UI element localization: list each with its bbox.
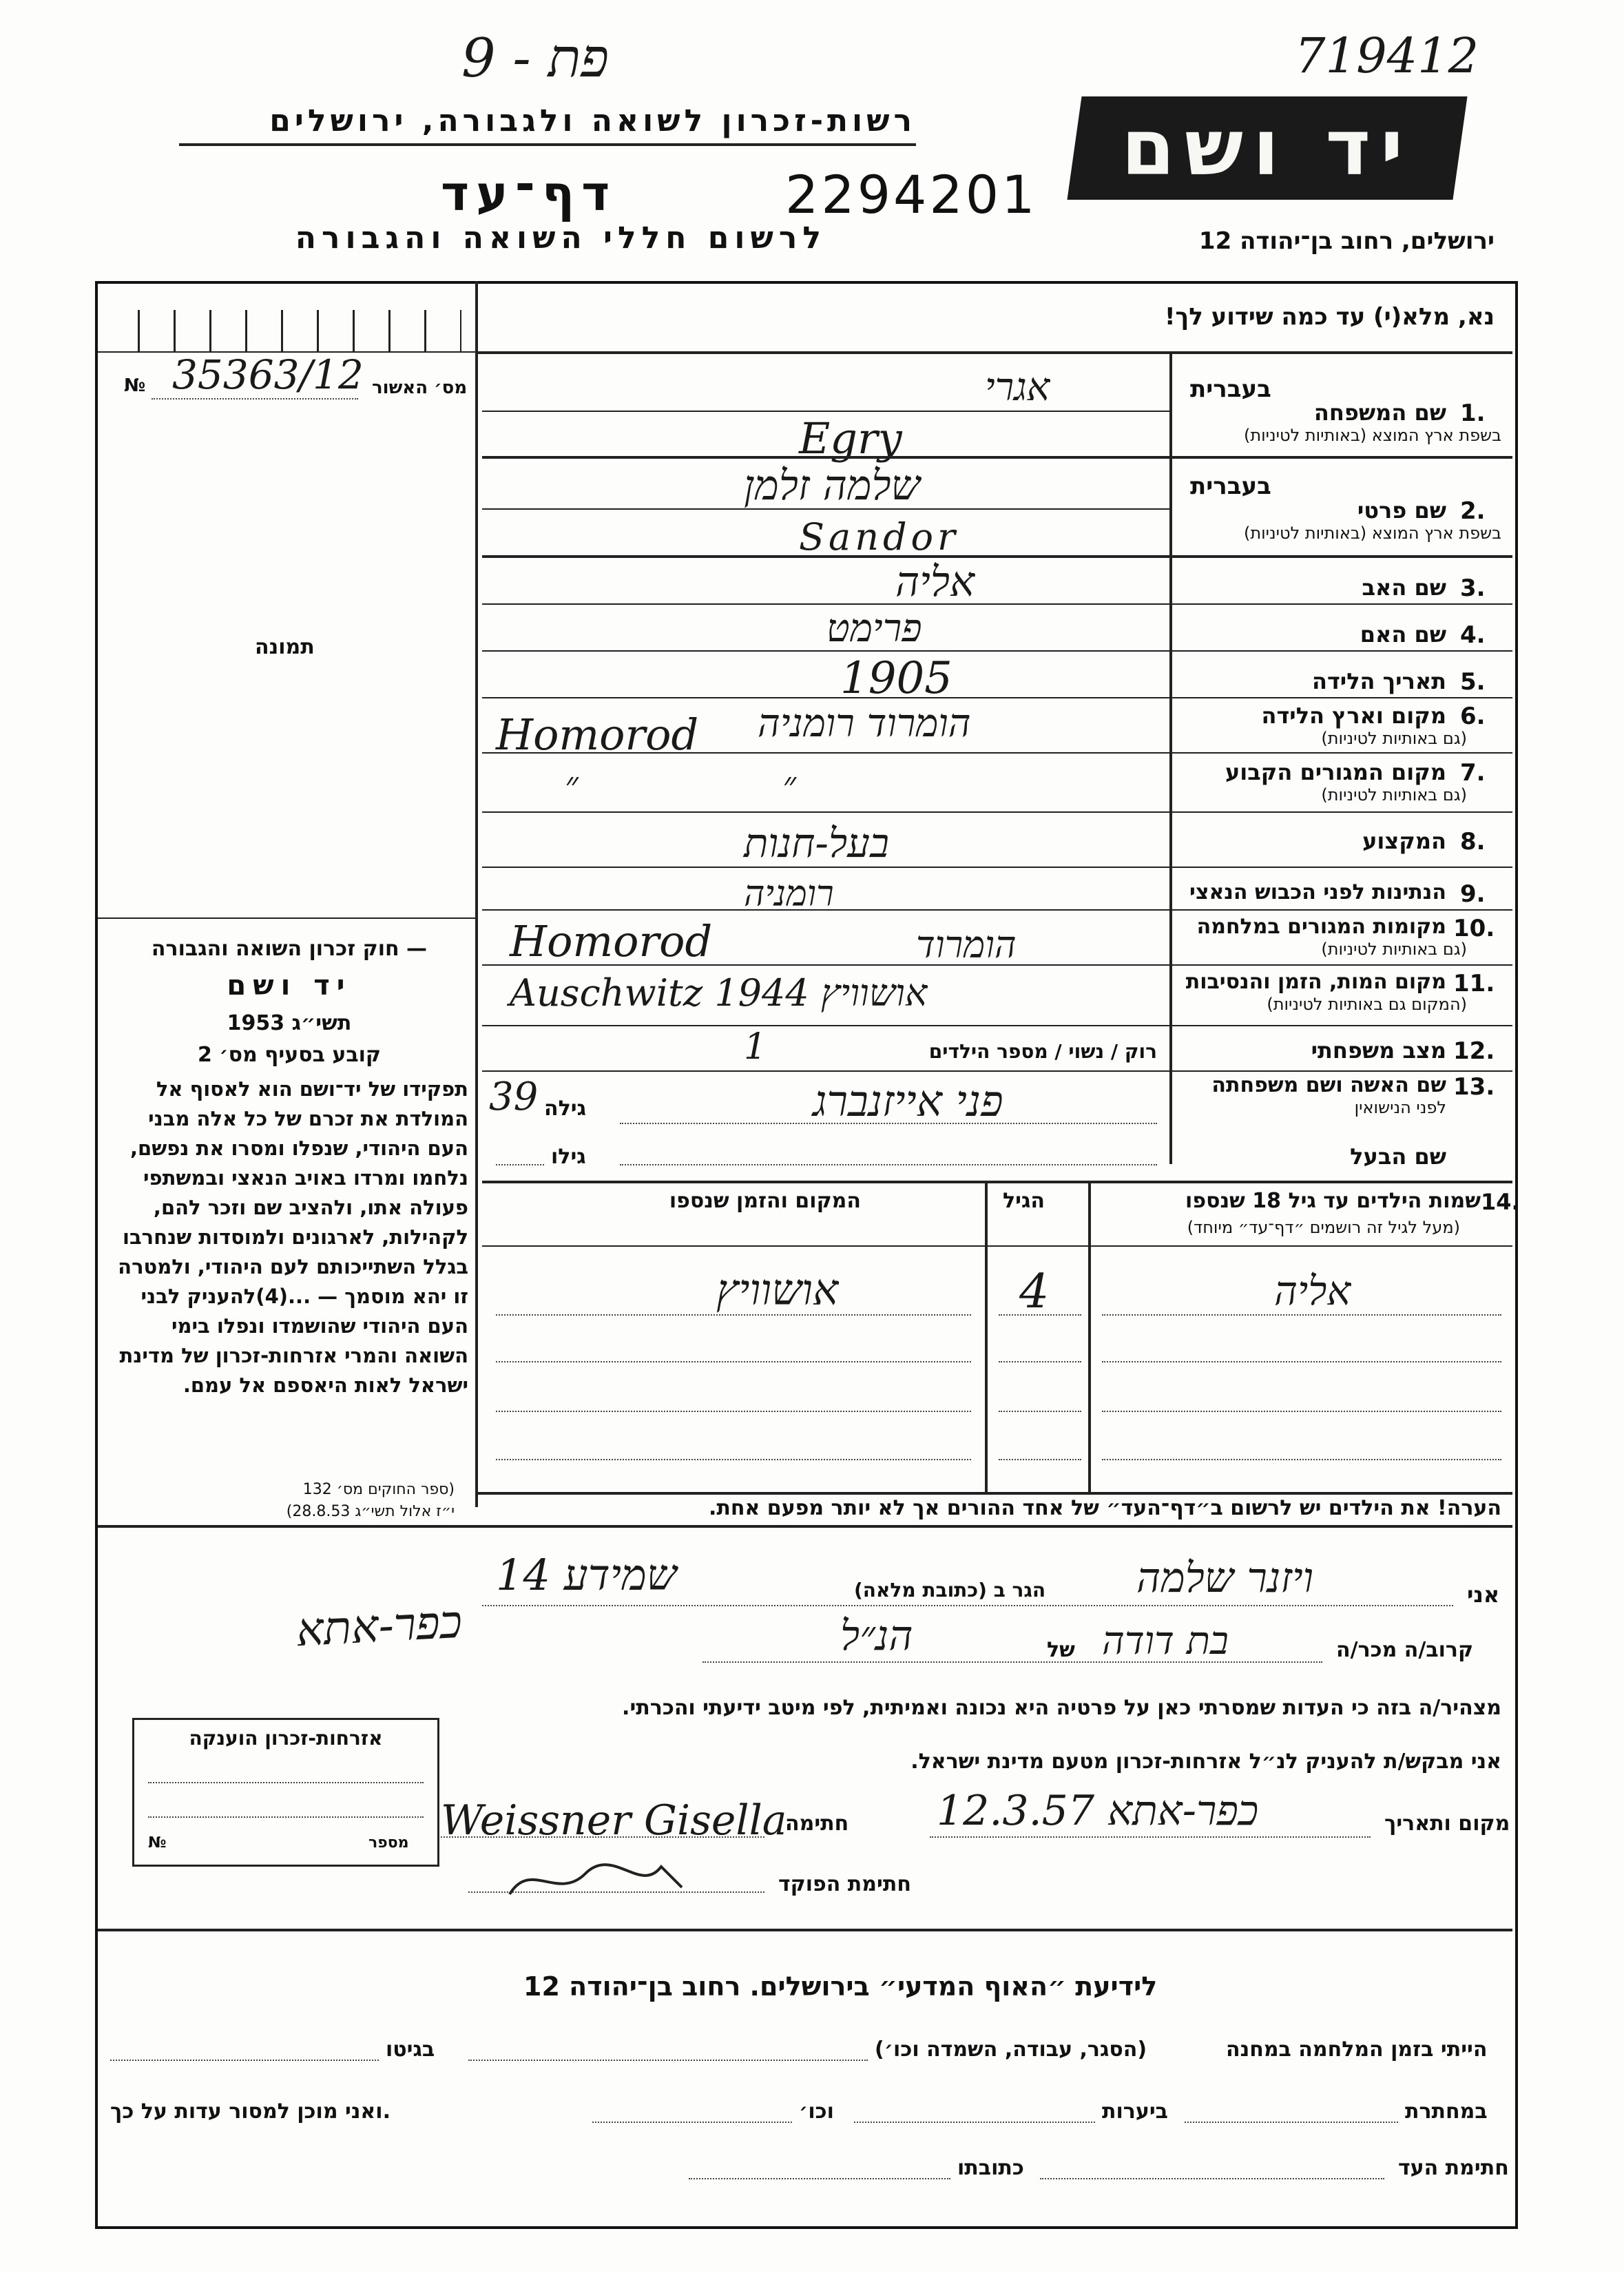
declaration-address[interactable]: שמידע 14 [496, 1550, 677, 1600]
field-2-number: 2. [1460, 497, 1486, 525]
field-8-label: המקצוע [1362, 828, 1446, 854]
field-3-value[interactable]: אליה [895, 558, 975, 606]
field-5-value[interactable]: 1905 [840, 653, 952, 704]
footer-title: לידיעת ״האוף המדעי״ בירושלים. רחוב בן־יהודה 12 [523, 1971, 1158, 2002]
field-9-label: הנתינות לפני הכבוש הנאצי [1189, 880, 1446, 904]
note: הערה! את הילדים יש לרשום ב״דף־העד״ של אחד ההורים אך לא יותר מפעם אחת. [709, 1496, 1501, 1520]
place-date-label: מקום ותאריך [1384, 1812, 1510, 1836]
footer-line2-d: ואני מוכן למסור עדות על כך. [110, 2099, 391, 2124]
citizenship-title: אזרחות-זכרון הוענקה [189, 1727, 383, 1750]
handwritten-id: 719412 [1295, 28, 1479, 84]
children-sub: (מעל לגיל זה רושמים ״דף־עד״ מיוחד) [1187, 1218, 1460, 1237]
footer-line1-b: (הסגר, עבודה, השמדה וכו׳) [875, 2037, 1147, 2062]
declaration-i-label: אני [1467, 1582, 1500, 1608]
field-9-number: 9. [1460, 880, 1486, 908]
wife-age-label: גילה [544, 1097, 586, 1121]
field-10-sub: (גם באותיות לטיניות) [1321, 940, 1467, 959]
relation-label: קרוב/ה מכר/ה [1336, 1638, 1474, 1662]
law-source-2: י״ז אלול תשי״ג 28.8.53) [286, 1503, 455, 1520]
footer-line1-a: הייתי בזמן המלחמה במחנה [1226, 2037, 1488, 2062]
footer-line2-b: ביערות [1102, 2099, 1168, 2124]
yad-vashem-logo [1067, 96, 1467, 200]
field-10-number: 10. [1453, 915, 1495, 942]
field-8-number: 8. [1460, 828, 1486, 855]
field-6-value-latin[interactable]: Homorod [496, 709, 699, 760]
children-col-place: המקום והזמן שנספו [669, 1189, 861, 1213]
form-subtitle: לרשום חללי השואה והגבורה [295, 220, 826, 256]
field-1-value-latin[interactable]: Egry [799, 413, 902, 464]
field-11-value[interactable]: Auschwitz 1944 אושוויץ [510, 971, 928, 1015]
field-6-value-hebrew[interactable]: הומרוד רומניה [758, 701, 971, 746]
signature-value[interactable]: Weissner Gisella [441, 1796, 787, 1845]
wife-age-value[interactable]: 39 [489, 1075, 539, 1119]
field-2-sub: בשפת ארץ המוצא (באותיות לטיניות) [1244, 523, 1501, 543]
field-1-value-hebrew[interactable]: אגרי [985, 365, 1050, 410]
footer-line2-a: במחתרת [1405, 2099, 1488, 2124]
law-body: תפקידו של יד־ושם הוא לאסוף אל המולדת את זכרם של כל אלה מבני העם היהודי, שנפלו ומסרו את נפשם, נלחמו ומרדו באויב הנאצי ובמשתפי פעולה אתו, ולהציב שם וזכר להם, לקהילות, לארגונים ולמוסדות שנחרבו בגלל השתייכותם לעם היהודי, ולמטרה זו יהא מוסמך — ...(4)להעניק לבני העם היהודי שהושמדו ונפלו בימי השואה והמרי אזרחות-זכרון של מדינת ישראל לאות היאספם אל עמם. [118, 1077, 468, 1397]
field-10-value-latin[interactable]: Homorod [510, 916, 713, 966]
organization-line: רשות-זכרון לשואה ולגבורה, ירושלים [269, 103, 916, 138]
footer-line3-a: חתימת העד [1398, 2156, 1509, 2180]
field-13-sub: לפני הנישואין [1354, 1098, 1446, 1117]
field-7-number: 7. [1460, 759, 1486, 787]
field-13-value[interactable]: פני אייזנברג [813, 1076, 1003, 1126]
field-1-number: 1. [1460, 400, 1486, 427]
field-13-number: 13. [1453, 1073, 1495, 1101]
field-4-number: 4. [1460, 621, 1486, 649]
field-13-label: שם האשה ושם משפחתה [1211, 1073, 1446, 1097]
registration-number[interactable]: 35363/12 [172, 351, 364, 398]
officer-signature [503, 1853, 709, 1908]
field-2-value-hebrew[interactable]: שלמה זלמן [744, 462, 920, 510]
of-label: של [1047, 1638, 1075, 1662]
law-clause: קובע בסעיף מס׳ 2 [197, 1043, 382, 1067]
field-1-lang: בעברית [1190, 375, 1271, 403]
declaration-address-line2[interactable]: כפר-אתא [295, 1595, 464, 1657]
footer-line2-c: וכו׳ [799, 2099, 834, 2124]
serial-number: 2294201 [785, 164, 1038, 225]
law-title: חוק זכרון השואה והגבורה — [151, 937, 428, 961]
husband-label: שם הבעל [1350, 1143, 1446, 1170]
declaration-request: אני מבקש/ת להעניק לנ״ל אזרחות-זכרון מטעם מדינת ישראל. [910, 1750, 1501, 1774]
field-11-number: 11. [1453, 970, 1495, 997]
law-source-1: (ספר החוקים מס׳ 132 [302, 1481, 455, 1498]
field-11-label: מקום המות, הזמן והנסיבות [1185, 970, 1446, 994]
field-10-value-hebrew[interactable]: הומרוד [916, 923, 1017, 966]
field-1-label: שם המשפחה [1313, 400, 1446, 426]
field-7-sub: (גם באותיות לטיניות) [1321, 785, 1467, 805]
photo-label: תמונה [255, 635, 315, 659]
field-5-number: 5. [1460, 668, 1486, 696]
field-4-value[interactable]: פרימט [826, 606, 922, 651]
of-value[interactable]: הנ״ל [840, 1612, 913, 1660]
registration-no-sign: № [124, 375, 146, 396]
field-6-number: 6. [1460, 703, 1486, 730]
child-place[interactable]: אושוויץ [716, 1265, 839, 1315]
field-5-label: תאריך הלידה [1311, 668, 1446, 694]
field-12-number: 12. [1453, 1037, 1495, 1065]
field-9-value[interactable]: רומניה [744, 873, 834, 915]
field-11-sub: (המקום גם באותיות לטיניות) [1267, 995, 1467, 1014]
children-title: שמות הילדים עד גיל 18 שנספו [1185, 1189, 1481, 1213]
field-6-label: מקום וארץ הלידה [1261, 703, 1446, 729]
field-7-value[interactable]: ״ ״ [565, 765, 893, 806]
law-logo: יד ושם [227, 970, 352, 1002]
field-12-value[interactable]: 1 [744, 1026, 767, 1068]
field-4-label: שם האם [1360, 621, 1446, 647]
citizenship-box [132, 1718, 439, 1867]
logo-text: יד ושם [1121, 103, 1413, 193]
relation-value[interactable]: בת דודה [1102, 1619, 1229, 1663]
footer-line1-c: בגיטו [386, 2037, 435, 2062]
field-12-label: מצב משפחתי [1311, 1037, 1446, 1064]
citizenship-number-label: מספר [368, 1834, 409, 1852]
husband-age-label: גילו [551, 1145, 586, 1169]
field-3-label: שם האב [1362, 574, 1446, 601]
handwritten-reference: פת - 9 [461, 28, 610, 90]
intro-text: נא, מלא(י) עד כמה שידוע לך! [1165, 303, 1495, 331]
field-2-label: שם פרטי [1357, 497, 1446, 523]
field-10-label: מקומות המגורים במלחמה [1196, 915, 1446, 939]
declaration-statement: מצהיר/ה בזה כי העדות שמסרתי כאן על פרטיה היא נכונה ואמיתית, לפי מיטב ידיעתי והכרתי. [622, 1696, 1501, 1720]
field-6-sub: (גם באותיות לטיניות) [1321, 729, 1467, 748]
child-age[interactable]: 4 [1019, 1265, 1050, 1319]
officer-label: חתימת הפוקד [778, 1872, 911, 1896]
law-year: תשי״ג 1953 [227, 1011, 352, 1035]
footer-line3-b: כתובתו [957, 2156, 1024, 2180]
signature-label: חתימה [785, 1812, 849, 1836]
children-number: 14. [1481, 1189, 1520, 1215]
address: ירושלים, רחוב בן־יהודה 12 [1198, 227, 1495, 255]
field-2-value-latin[interactable]: Sandor [799, 515, 959, 559]
child-name[interactable]: אליה [1274, 1267, 1351, 1314]
field-1-sub: בשפת ארץ המוצא (באותיות לטיניות) [1244, 426, 1501, 445]
field-3-number: 3. [1460, 574, 1486, 602]
ruler-ticks [138, 310, 461, 351]
field-8-value[interactable]: בעל-חנות [744, 820, 889, 867]
field-12-options: רוק / נשוי / מספר הילדים [928, 1040, 1157, 1063]
field-2-lang: בעברית [1190, 473, 1271, 500]
children-col-age: הגיל [1003, 1189, 1045, 1213]
place-date-value[interactable]: כפר-אתא 12.3.57 [937, 1787, 1259, 1835]
registration-label: מס׳ האשור [372, 377, 468, 398]
form-title: דף־עד [441, 165, 617, 222]
declaration-resides-label: הגר ב (כתובת מלאה) [854, 1579, 1046, 1601]
field-7-label: מקום המגורים הקבוע [1225, 759, 1446, 785]
declaration-name[interactable]: ויזנר שלמה [1136, 1554, 1314, 1602]
citizenship-no-sign: № [148, 1834, 167, 1852]
